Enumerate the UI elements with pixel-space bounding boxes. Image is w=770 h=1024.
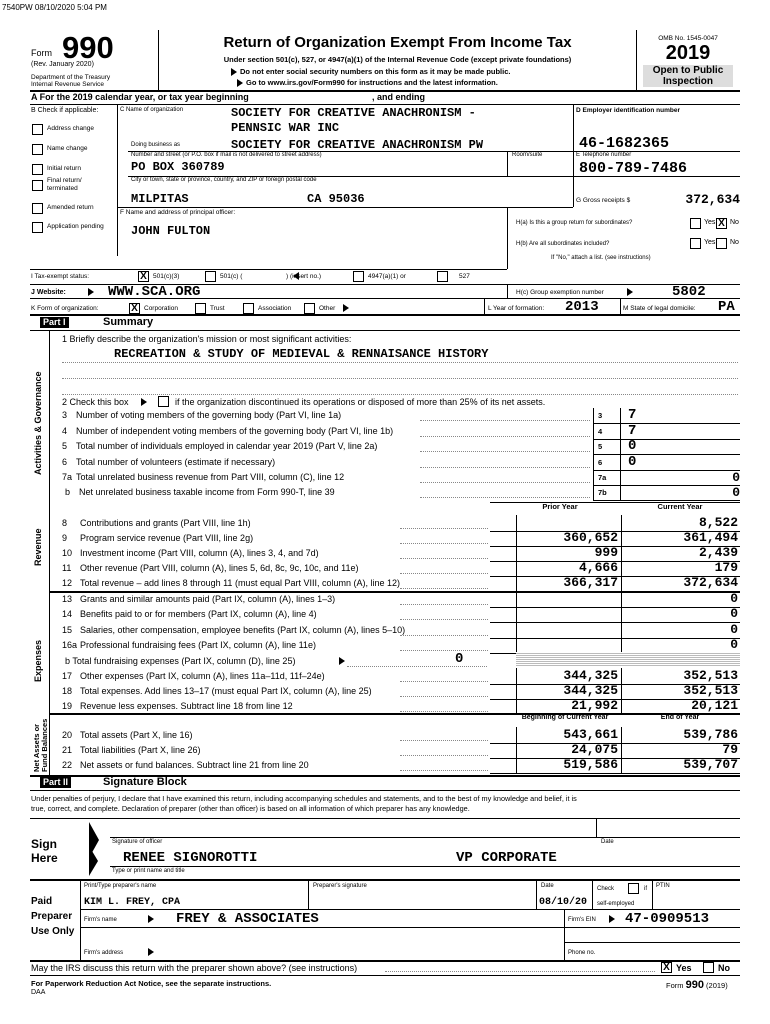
- line-leader: [400, 588, 488, 589]
- gov-row-rule: [593, 500, 740, 501]
- current-year-value: 352,513: [683, 683, 738, 698]
- line-leader: [400, 604, 488, 605]
- gov-line-leader: [420, 482, 590, 483]
- 527-label: 527: [459, 273, 470, 280]
- pra-notice: For Paperwork Reduction Act Notice, see the separate instructions.: [31, 979, 272, 988]
- prior-year-value: 4,666: [578, 560, 618, 575]
- gov-line-text: Total number of volunteers (estimate if necessary): [76, 457, 276, 467]
- line-number: 15: [62, 625, 73, 635]
- line1-label: 1 Briefly describe the organization's mission or most significant activities:: [62, 334, 352, 344]
- gov-line-text: Total number of individuals employed in calendar year 2019 (Part V, line 2a): [76, 441, 378, 451]
- gov-row-rule: [593, 423, 740, 424]
- gov-line-text: Number of voting members of the governing body (Part VI, line 1a): [76, 410, 342, 420]
- org-name-line2: PENNSIC WAR INC: [231, 121, 340, 135]
- gov-line-number: 7a: [62, 472, 73, 482]
- form-subtitle: Under section 501(c), 527, or 4947(a)(1) of the Internal Revenue Code (except private foundations): [223, 55, 572, 64]
- end-year-header: End of Year: [660, 714, 700, 721]
- gov-box-label: 5: [598, 442, 603, 451]
- line-number: 18: [62, 686, 73, 696]
- m-label: M State of legal domicile:: [623, 305, 696, 312]
- discuss-no-checkbox[interactable]: [703, 962, 714, 973]
- line-number: 13: [62, 594, 73, 604]
- irs-link[interactable]: Go to www.irs.gov/Form990 for instructions and the latest information.: [246, 78, 498, 87]
- line-text: Other revenue (Part VIII, column (A), lines 5, 6d, 8c, 9c, 10c, and 11e): [80, 563, 359, 573]
- state-domicile: PA: [718, 299, 735, 315]
- inspection: Inspection: [643, 76, 733, 87]
- line-number: 12: [62, 578, 73, 588]
- firm-address-label: Firm's address: [84, 950, 124, 956]
- open-public: Open to Public: [643, 65, 733, 76]
- discuss-no-label: No: [718, 963, 730, 973]
- gov-line-number: 4: [62, 426, 68, 436]
- ha-yes-checkbox[interactable]: [690, 218, 701, 229]
- 501c-label: 501(c) (: [220, 273, 243, 280]
- prior-col-divider: [516, 622, 517, 638]
- current-year-value: 179: [714, 560, 738, 575]
- current-year-value: 0: [730, 637, 738, 652]
- line-number: 20: [62, 730, 73, 740]
- print-stamp: 7540PW 08/10/2020 5:04 PM: [2, 3, 107, 12]
- gov-line-leader: [420, 420, 590, 421]
- preparer-name: KIM L. FREY, CPA: [84, 897, 181, 908]
- gov-value-divider: [620, 408, 621, 423]
- gov-line-leader: [420, 451, 590, 452]
- address-change-label: Address change: [47, 125, 94, 132]
- gov-box-divider: [593, 470, 594, 485]
- line-leader: [400, 696, 488, 697]
- self-employed-label: self-employed: [597, 901, 635, 907]
- gov-box-divider: [593, 455, 594, 470]
- line-leader: [400, 619, 488, 620]
- preparer-label: Preparer: [31, 911, 73, 922]
- hb-yes-checkbox[interactable]: [690, 238, 701, 249]
- hb-no-checkbox[interactable]: [716, 238, 727, 249]
- gov-line-number: 3: [62, 410, 68, 420]
- prior-year-value: 344,325: [563, 683, 618, 698]
- part2-title: Signature Block: [103, 776, 187, 788]
- ha-no-label: No: [730, 219, 739, 226]
- line-number: 17: [62, 671, 73, 681]
- initial-return-checkbox[interactable]: [32, 164, 43, 175]
- perjury-line2: true, correct, and complete. Declaration of preparer (other than officer) is based on all information of which preparer has any knowledge.: [31, 804, 470, 813]
- hc-label: H(c) Group exemption number: [516, 289, 604, 296]
- part1-title: Summary: [103, 316, 154, 328]
- hb-note: If "No," attach a list. (see instructions): [551, 255, 651, 261]
- line-text: Total assets (Part X, line 16): [80, 730, 193, 740]
- line-text: Contributions and grants (Part VIII, line 1h): [80, 518, 251, 528]
- f-label: F Name and address of principal officer:: [120, 209, 236, 216]
- officer-title: VP CORPORATE: [456, 850, 557, 866]
- 501c3-checkbox[interactable]: X: [138, 271, 149, 282]
- gov-value-divider: [620, 470, 621, 485]
- prior-year-value: 24,075: [571, 742, 618, 757]
- prior-col-divider: [516, 591, 517, 607]
- other-checkbox[interactable]: [304, 303, 315, 314]
- amended-return-checkbox[interactable]: [32, 203, 43, 214]
- gov-line-number: 5: [62, 441, 68, 451]
- form-number: 990: [62, 30, 114, 65]
- dba-name: SOCIETY FOR CREATIVE ANACHRONISM PW: [231, 138, 484, 152]
- line-number: 22: [62, 760, 73, 770]
- other-label: Other: [319, 305, 336, 312]
- line-number: 21: [62, 745, 73, 755]
- firm-ein: 47-0909513: [625, 911, 710, 927]
- preparer-date: 08/10/20: [539, 897, 588, 908]
- gross-receipts: 372,634: [685, 192, 740, 207]
- amended-return-label: Amended return: [47, 204, 94, 211]
- part2-tag: Part II: [40, 777, 71, 788]
- association-checkbox[interactable]: [243, 303, 254, 314]
- city: MILPITAS: [131, 192, 189, 206]
- ptin-label: PTIN: [656, 883, 670, 889]
- type-name-label: Type or print name and title: [112, 868, 185, 874]
- use-only-label: Use Only: [31, 926, 75, 937]
- corporation-label: Corporation: [144, 305, 178, 312]
- application-pending-label: Application pending: [47, 223, 104, 230]
- line-number: 16a: [62, 640, 78, 650]
- final-return-label: Final return/ terminated: [47, 177, 82, 192]
- 501c3-label: 501(c)(3): [153, 273, 180, 280]
- row-rule: [490, 773, 740, 774]
- line-number: 10: [62, 548, 73, 558]
- line-text: Total expenses. Add lines 13–17 (must equal Part IX, column (A), line 25): [80, 686, 372, 696]
- line-text: Grants and similar amounts paid (Part IX, column (A), lines 1–3): [80, 594, 336, 604]
- corporation-checkbox[interactable]: X: [129, 303, 140, 314]
- gov-line-value: 7: [628, 423, 637, 439]
- hb-label: H(b) Are all subordinates included?: [516, 241, 610, 247]
- ha-yes-label: Yes: [704, 219, 716, 226]
- ssn-warning: Do not enter social security numbers on this form as it may be made public.: [240, 67, 511, 76]
- line-a-ending: , and ending: [372, 92, 425, 102]
- current-year-value: 539,707: [683, 757, 738, 772]
- gov-value-divider: [620, 424, 621, 439]
- line-leader: [400, 573, 488, 574]
- line-leader: [400, 740, 488, 741]
- line2-label: 2 Check this box: [62, 397, 129, 407]
- line-leader: [400, 770, 488, 771]
- ha-label: H(a) Is this a group return for subordinates?: [516, 220, 633, 226]
- 527-checkbox[interactable]: [437, 271, 448, 282]
- line-text: Net assets or fund balances. Subtract line 21 from line 20: [80, 760, 309, 770]
- street-address: PO BOX 360789: [131, 160, 225, 174]
- dept-treasury: Department of the Treasury: [31, 74, 111, 81]
- line-leader: [400, 711, 488, 712]
- officer-name: RENEE SIGNOROTTI: [123, 850, 258, 866]
- gov-box-divider: [593, 439, 594, 454]
- firm-name: FREY & ASSOCIATES: [176, 911, 319, 927]
- gov-line-value: 0: [732, 485, 740, 500]
- current-year-value: 0: [730, 606, 738, 621]
- prep-sig-label: Preparer's signature: [313, 883, 367, 889]
- sign-date-label: Date: [601, 839, 614, 845]
- line-text: Program service revenue (Part VIII, line 2g): [80, 533, 254, 543]
- line-text: Investment income (Part VIII, column (A), lines 3, 4, and 7d): [80, 548, 319, 558]
- gov-value-divider: [620, 485, 621, 500]
- irs-service: Internal Revenue Service: [31, 81, 104, 88]
- name-change-label: Name change: [47, 145, 88, 152]
- gov-line-number: b: [65, 487, 71, 497]
- gov-box-label: 7a: [598, 473, 607, 482]
- i-label: I Tax-exempt status:: [31, 273, 90, 280]
- line16b-value: 0: [455, 651, 464, 667]
- 4947-checkbox[interactable]: [353, 271, 364, 282]
- gov-row-rule: [593, 439, 740, 440]
- 501c-checkbox[interactable]: [205, 271, 216, 282]
- sign-label: Sign: [31, 837, 57, 851]
- telephone: 800-789-7486: [579, 160, 688, 177]
- line-leader: [400, 528, 488, 529]
- line-text: Revenue less expenses. Subtract line 18 from line 12: [80, 701, 293, 711]
- line16b-shaded: [516, 652, 740, 666]
- line-leader: [400, 635, 488, 636]
- gov-box-label: 3: [598, 411, 603, 420]
- paid-label: Paid: [31, 896, 53, 907]
- application-pending-checkbox[interactable]: [32, 222, 43, 233]
- gov-box-label: 6: [598, 458, 603, 467]
- gov-row-rule: [593, 454, 740, 455]
- line-leader: [400, 681, 488, 682]
- current-year-value: 8,522: [698, 515, 738, 530]
- association-label: Association: [258, 305, 292, 312]
- firm-ein-label: Firm's EIN: [568, 917, 596, 923]
- hb-no-label: No: [730, 239, 739, 246]
- prior-year-value: 366,317: [563, 575, 618, 590]
- sign-arrow-2: [89, 846, 98, 876]
- current-year-value: 0: [730, 591, 738, 606]
- line-leader: [400, 543, 488, 544]
- city-label: City or town, state or province, country, and ZIP or foreign postal code: [131, 177, 317, 183]
- form-title: Return of Organization Exempt From Income Tax: [223, 34, 572, 51]
- hb-yes-label: Yes: [704, 239, 716, 246]
- website[interactable]: WWW.SCA.ORG: [108, 284, 201, 300]
- current-year-value: 2,439: [698, 545, 738, 560]
- side-label-net2: Fund Balances: [40, 718, 49, 772]
- trust-label: Trust: [210, 305, 225, 312]
- line-text: Salaries, other compensation, employee benefits (Part IX, column (A), lines 5–10): [80, 625, 406, 635]
- gov-line-leader: [420, 497, 590, 498]
- gov-line-value: 0: [628, 438, 637, 454]
- current-year-value: 539,786: [683, 727, 738, 742]
- line-leader: [400, 755, 488, 756]
- line-text: Other expenses (Part IX, column (A), lines 11a–11d, 11f–24e): [80, 671, 325, 681]
- ha-no-checkbox[interactable]: X: [716, 218, 727, 229]
- prior-col-divider: [516, 515, 517, 531]
- final-return-checkbox[interactable]: [32, 180, 43, 191]
- gov-line-value: 0: [732, 470, 740, 485]
- form-word: Form: [31, 48, 52, 58]
- tax-year: 2019: [665, 42, 711, 64]
- line-number: 14: [62, 609, 73, 619]
- trust-checkbox[interactable]: [195, 303, 206, 314]
- prior-col-divider: [516, 637, 517, 653]
- prep-date-label: Date: [541, 883, 554, 889]
- discontinued-checkbox[interactable]: [158, 396, 169, 407]
- insert-no-label: ) (insert no.): [286, 273, 322, 280]
- line-text: Benefits paid to or for members (Part IX, column (A), line 4): [80, 609, 317, 619]
- g-label: G Gross receipts $: [576, 197, 631, 204]
- gov-line-text: Total unrelated business revenue from Part VIII, column (C), line 12: [76, 472, 345, 482]
- line-leader: [400, 650, 488, 651]
- line-text: Total liabilities (Part X, line 26): [80, 745, 201, 755]
- gov-line-value: 7: [628, 407, 637, 423]
- gov-line-leader: [420, 467, 590, 468]
- b-label: B Check if applicable:: [31, 107, 99, 114]
- here-label: Here: [31, 851, 58, 865]
- footer-form-number: 990: [685, 979, 704, 991]
- line-number: 8: [62, 518, 68, 528]
- gov-value-divider: [620, 439, 621, 454]
- line2-text: if the organization discontinued its operations or disposed of more than 25% of its net assets.: [175, 397, 546, 407]
- if-label: if: [644, 886, 647, 892]
- initial-return-label: Initial return: [47, 165, 81, 172]
- l-label: L Year of formation:: [488, 305, 545, 312]
- dba-label: Doing business as: [131, 142, 181, 148]
- current-year-value: 372,634: [683, 575, 738, 590]
- prep-name-label: Print/Type preparer's name: [84, 883, 157, 889]
- current-year-header: Current Year: [657, 502, 703, 511]
- line-number: 19: [62, 701, 73, 711]
- address-change-checkbox[interactable]: [32, 124, 43, 135]
- org-name-line1: SOCIETY FOR CREATIVE ANACHRONISM -: [231, 106, 476, 120]
- officer-signature-line[interactable]: [110, 837, 740, 838]
- perjury-line1: Under penalties of perjury, I declare that I have examined this return, including accompanying schedules and statements, and to the best of my knowledge and belief, it is: [31, 794, 577, 803]
- footer-form-year: (2019): [706, 981, 728, 990]
- gov-line-number: 6: [62, 457, 68, 467]
- check-label: Check: [597, 886, 615, 892]
- current-year-value: 361,494: [683, 530, 738, 545]
- state-zip: CA 95036: [307, 192, 365, 206]
- gov-box-divider: [593, 408, 594, 423]
- prior-year-value: 21,992: [571, 698, 618, 713]
- line-text: Professional fundraising fees (Part IX, column (A), line 11e): [80, 640, 316, 650]
- side-label-revenue: Revenue: [33, 528, 43, 566]
- discuss-yes-checkbox[interactable]: X: [661, 962, 672, 973]
- discuss-yes-label: Yes: [676, 963, 692, 973]
- gov-line-text: Net unrelated business taxable income from Form 990-T, line 39: [79, 487, 335, 497]
- current-year-value: 352,513: [683, 668, 738, 683]
- prior-col-divider: [516, 606, 517, 622]
- prior-year-value: 543,661: [563, 727, 618, 742]
- begin-year-header: Beginning of Current Year: [521, 714, 609, 721]
- ein: 46-1682365: [579, 135, 670, 152]
- prior-year-header: Prior Year: [542, 502, 578, 511]
- mission-text: RECREATION & STUDY OF MEDIEVAL & RENNAISANCE HISTORY: [114, 347, 489, 361]
- gov-line-text: Number of independent voting members of the governing body (Part VI, line 1b): [76, 426, 394, 436]
- current-year-value: 0: [730, 622, 738, 637]
- current-year-value: 79: [722, 742, 738, 757]
- gov-box-divider: [593, 424, 594, 439]
- principal-officer: JOHN FULTON: [131, 224, 211, 238]
- daa-label: DAA: [31, 989, 46, 996]
- prior-year-value: 519,586: [563, 757, 618, 772]
- side-label-governance: Activities & Governance: [33, 371, 43, 475]
- discuss-question: May the IRS discuss this return with the preparer shown above? (see instructions): [31, 963, 358, 973]
- gov-box-divider: [593, 485, 594, 500]
- line-text: Total revenue – add lines 8 through 11 (must equal Part VIII, column (A), line 12): [80, 578, 401, 588]
- line-number: 11: [62, 563, 72, 573]
- line-leader: [400, 558, 488, 559]
- line-a-label: A For the 2019 calendar year, or tax year beginning: [31, 92, 249, 102]
- footer-form-label: [666, 979, 728, 991]
- gov-line-leader: [420, 436, 590, 437]
- d-label: D Employer identification number: [576, 107, 681, 114]
- gov-box-label: 4: [598, 427, 603, 436]
- line16b-label: b Total fundraising expenses (Part IX, column (D), line 25): [65, 656, 296, 666]
- k-label: K Form of organization:: [31, 305, 99, 312]
- line-number: 9: [62, 533, 68, 543]
- rev-date: (Rev. January 2020): [31, 61, 94, 68]
- name-change-checkbox[interactable]: [32, 144, 43, 155]
- footer-form-word: Form: [666, 981, 684, 990]
- gov-box-label: 7b: [598, 488, 607, 497]
- part1-tag: Part I: [40, 317, 69, 328]
- j-label: J Website:: [31, 289, 66, 296]
- group-exemption-number: 5802: [672, 284, 706, 300]
- self-employed-checkbox[interactable]: [628, 883, 639, 894]
- e-label: E Telephone number: [576, 152, 632, 158]
- current-year-value: 20,121: [691, 698, 738, 713]
- c-label: C Name of organization: [120, 107, 184, 113]
- gov-value-divider: [620, 455, 621, 470]
- side-label-net1: Net Assets or: [32, 723, 41, 772]
- signature-officer-label: Signature of officer: [112, 839, 163, 845]
- prior-year-value: 999: [594, 545, 618, 560]
- prior-year-value: 360,652: [563, 530, 618, 545]
- prior-year-value: 344,325: [563, 668, 618, 683]
- omb-number: OMB No. 1545-0047: [658, 35, 718, 42]
- phone-no-label: Phone no.: [568, 950, 596, 956]
- gov-line-value: 0: [628, 454, 637, 470]
- room-label: Room/suite: [512, 152, 543, 158]
- side-label-expenses: Expenses: [33, 639, 43, 682]
- year-formation: 2013: [565, 299, 599, 315]
- street-label: Number and street (or P.O. box if mail is not delivered to street address): [131, 152, 322, 158]
- firm-name-label: Firm's name: [84, 917, 117, 923]
- 4947-label: 4947(a)(1) or: [368, 273, 406, 280]
